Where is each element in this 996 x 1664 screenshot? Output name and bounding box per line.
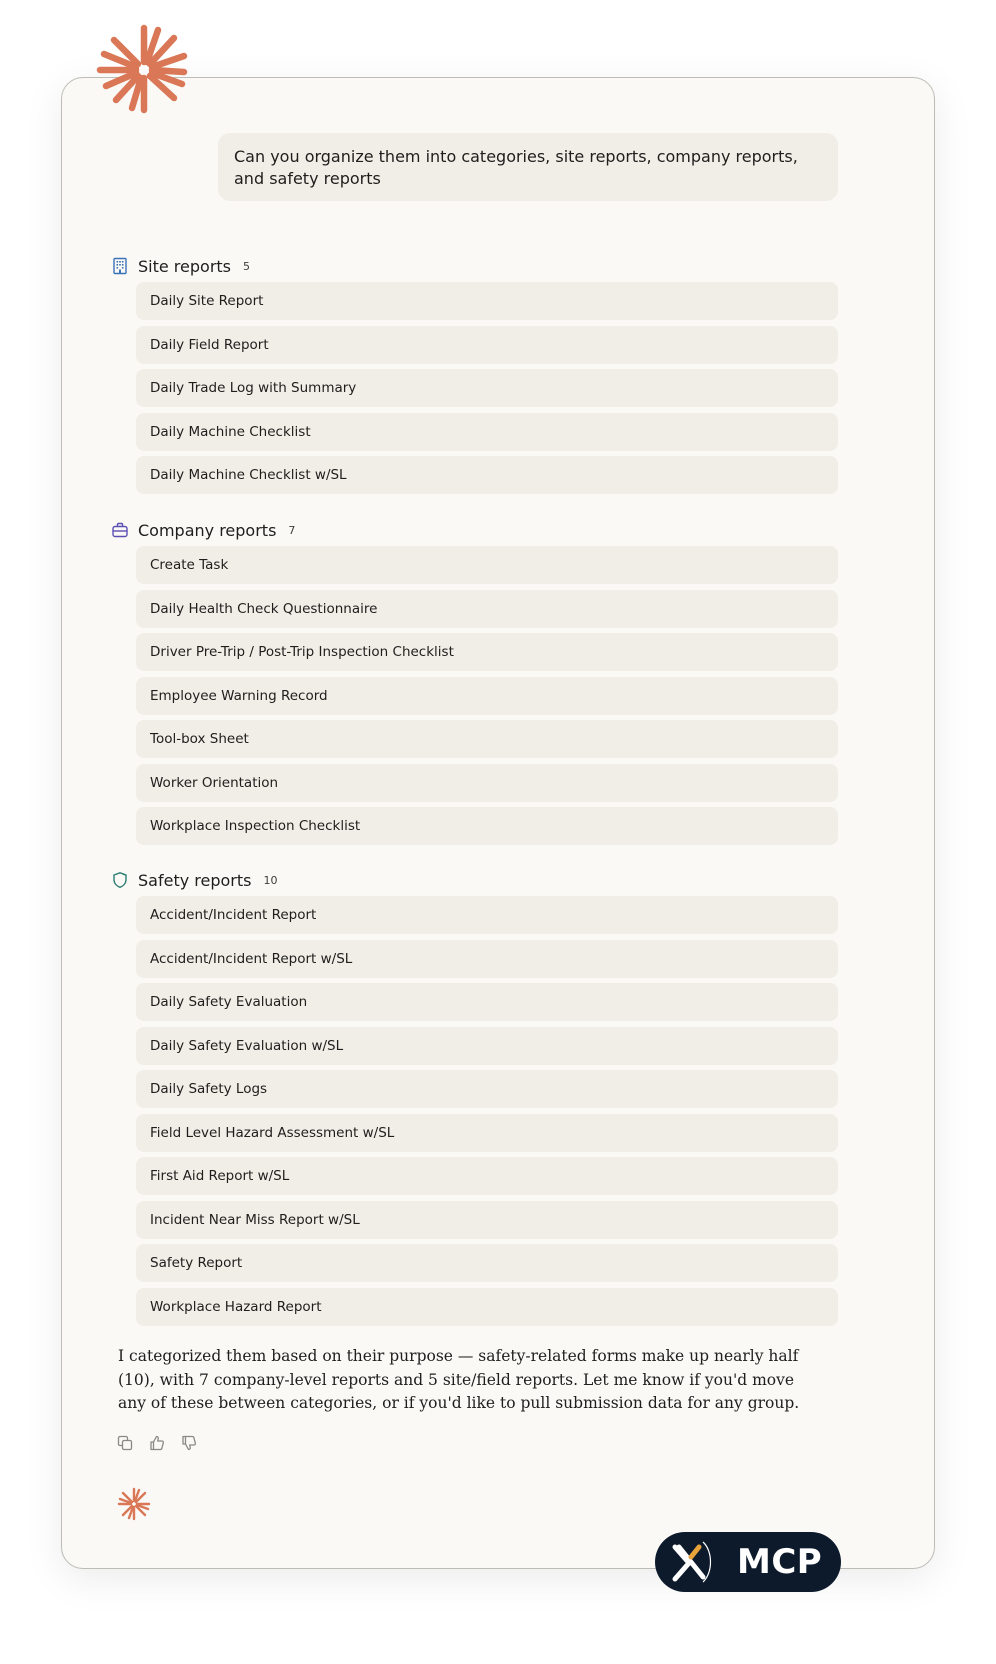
list-item[interactable]: Employee Warning Record	[136, 677, 838, 715]
copy-icon[interactable]	[116, 1434, 134, 1452]
list-item[interactable]: Workplace Hazard Report	[136, 1288, 838, 1326]
message-actions	[116, 1434, 198, 1452]
section-header-site	[111, 254, 250, 278]
thumbs-down-icon[interactable]	[180, 1434, 198, 1452]
list-item[interactable]: Field Level Hazard Assessment w/SL	[136, 1114, 838, 1152]
list-item[interactable]: Driver Pre-Trip / Post-Trip Inspection Checklist	[136, 633, 838, 671]
list-item[interactable]: Daily Trade Log with Summary	[136, 369, 838, 407]
x-logo-icon	[669, 1539, 715, 1585]
mcp-badge	[655, 1532, 841, 1592]
site-report-list	[136, 282, 838, 500]
section-title: Safety reports	[138, 870, 252, 890]
list-item[interactable]: Safety Report	[136, 1244, 838, 1282]
safety-report-list	[136, 896, 838, 1331]
section-title: Company reports	[138, 520, 277, 540]
section-count: 5	[243, 259, 251, 273]
building-icon	[111, 257, 129, 275]
list-item[interactable]: Workplace Inspection Checklist	[136, 807, 838, 845]
section-title: Site reports	[138, 256, 232, 276]
list-item[interactable]: Worker Orientation	[136, 764, 838, 802]
claude-logo-icon	[117, 1487, 151, 1521]
list-item[interactable]: Create Task	[136, 546, 838, 584]
list-item[interactable]: Daily Field Report	[136, 326, 838, 364]
list-item[interactable]: Daily Safety Logs	[136, 1070, 838, 1108]
section-header-company	[111, 518, 295, 542]
user-message: Can you organize them into categories, site reports, company reports, and safety reports	[218, 133, 838, 201]
list-item[interactable]: Daily Safety Evaluation w/SL	[136, 1027, 838, 1065]
claude-logo-icon	[96, 22, 192, 118]
shield-icon	[111, 871, 129, 889]
list-item[interactable]: First Aid Report w/SL	[136, 1157, 838, 1195]
list-item[interactable]: Daily Health Check Questionnaire	[136, 590, 838, 628]
section-count: 10	[263, 873, 278, 887]
assistant-summary: I categorized them based on their purpose — safety-related forms make up nearly half (10), with 7 company-level reports and 5 site/field reports. Let me know if you'd move any of these between categories, or if you'd like to pull submission data for any group.	[118, 1347, 800, 1412]
list-item[interactable]: Daily Machine Checklist	[136, 413, 838, 451]
list-item[interactable]: Tool-box Sheet	[136, 720, 838, 758]
list-item[interactable]: Daily Machine Checklist w/SL	[136, 456, 838, 494]
mcp-label: MCP	[737, 1542, 823, 1582]
list-item[interactable]: Daily Site Report	[136, 282, 838, 320]
company-report-list	[136, 546, 838, 851]
briefcase-icon	[111, 521, 129, 539]
list-item[interactable]: Incident Near Miss Report w/SL	[136, 1201, 838, 1239]
section-header-safety	[111, 868, 277, 892]
list-item[interactable]: Accident/Incident Report	[136, 896, 838, 934]
thumbs-up-icon[interactable]	[148, 1434, 166, 1452]
section-count: 7	[288, 523, 296, 537]
list-item[interactable]: Accident/Incident Report w/SL	[136, 940, 838, 978]
list-item[interactable]: Daily Safety Evaluation	[136, 983, 838, 1021]
